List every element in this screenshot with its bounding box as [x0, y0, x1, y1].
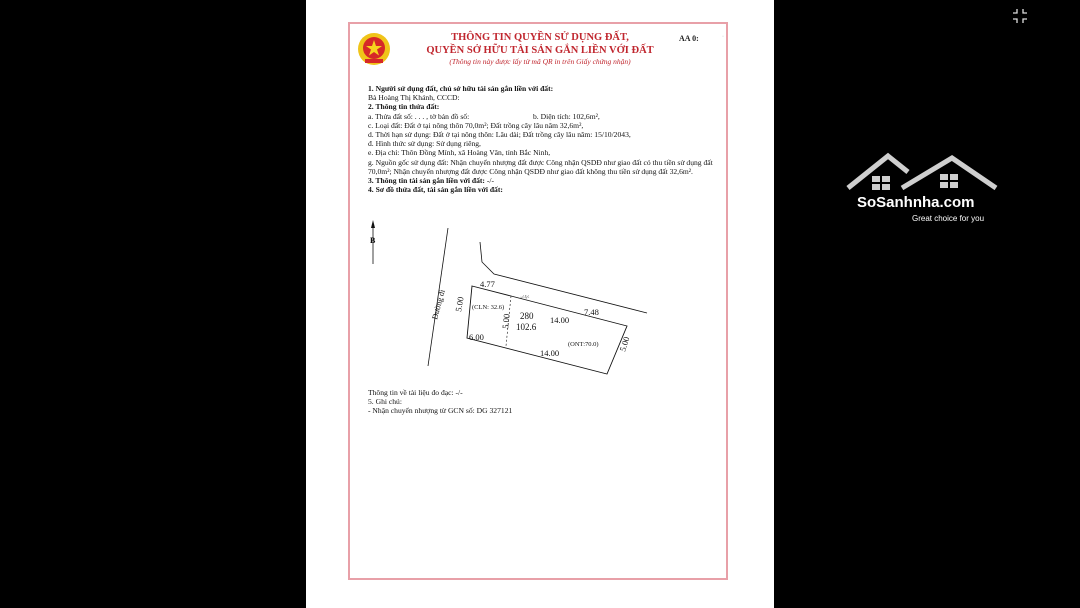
section-3-heading [368, 176, 728, 185]
title-line-1: THÔNG TIN QUYỀN SỬ DỤNG ĐẤT, [451, 32, 629, 43]
title-note: (Thông tin này được lấy từ mã QR in trên Giấy chứng nhận) [449, 57, 631, 66]
section-5-note: - Nhận chuyển nhượng từ GCN số: DG 327121 [368, 406, 513, 416]
ont-label: (ONT:70.0) [568, 341, 599, 348]
neighbor-mark: ·∕·¹∕· [520, 295, 530, 301]
section-5-heading: 5. Ghi chú: [368, 397, 402, 407]
dim-mid: 5.00 [500, 313, 512, 330]
serial-number: AA 0: [679, 34, 699, 43]
road-label: Đường đi [430, 288, 447, 321]
document-footer [368, 388, 728, 416]
dim-left: 5.00 [453, 295, 466, 313]
parcel-no: 280 [520, 311, 534, 321]
section-3-value: -/- [486, 176, 495, 186]
north-label: B [370, 236, 376, 245]
north-arrowhead [371, 220, 375, 228]
owner-line: Bà Hoàng Thị Khánh, CCCD: [368, 93, 460, 103]
dim-inner: 14.00 [550, 315, 570, 325]
usage-form: đ. Hình thức sử dụng: Sử dụng riêng, [368, 139, 481, 149]
serial-tail: · [722, 34, 724, 40]
survey-info: Thông tin về tài liệu đo đạc: -/- [368, 388, 463, 397]
land-type: c. Loại đất: Đất ở tại nông thôn 70,0m²; Đất trồng cây lâu năm 32,6m², [368, 120, 584, 130]
parcel-area: b. Diện tích: 102,6m², [533, 111, 600, 121]
dim-top-right: 7.48 [584, 307, 599, 317]
fullscreen-exit-icon[interactable] [1012, 8, 1028, 24]
road-edge-right [480, 242, 647, 313]
watermark-tagline: Great choice for you [912, 214, 985, 223]
address: e. Địa chỉ: Thôn Đồng Mính, xã Hoàng Vân, tỉnh Bắc Ninh, [368, 148, 551, 158]
parcel-diagram [362, 216, 662, 381]
parcel-number: a. Thửa đất số: . . . , tờ bản đồ số: [368, 111, 470, 121]
parcel-area-label: 102.6 [516, 322, 537, 332]
usage-term: d. Thời hạn sử dụng: Đất ở tại nông thôn: Lâu dài; Đất trồng cây lâu năm: 15/10/2043, [368, 130, 631, 139]
dim-bottom-left: 6.00 [469, 332, 484, 342]
section-1-heading: 1. Người sử dụng đất, chủ sở hữu tài sản gắn liền với đất: [368, 84, 554, 93]
section-3-label: 3. Thông tin tài sản gắn liền với đất: [368, 176, 485, 186]
document-body [368, 84, 728, 194]
dim-top-left: 4.77 [480, 279, 495, 289]
cln-label: (CLN: 32.6) [472, 304, 505, 311]
dim-right: 5.00 [617, 335, 632, 353]
watermark-brand: SoSanhnha.com [857, 194, 975, 211]
parcel-line [368, 112, 728, 121]
national-emblem-icon [357, 32, 391, 66]
section-2-heading: 2. Thông tin thửa đất: [368, 102, 440, 112]
section-4-heading: 4. Sơ đồ thửa đất, tài sản gắn liền với đất: [368, 185, 503, 195]
dim-bottom-right: 14.00 [540, 348, 560, 358]
land-origin: g. Nguồn gốc sử dụng đất: Nhận chuyển nhượng đất được Công nhận QSDĐ như giao đất có thu tiền sử dụng đất 70,0m²; Nhận chuyển nhượng đất được Công nhận QSDĐ như giao đất không thu tiền sử dụng đất 32,6m². [368, 157, 713, 176]
parcel-outline [467, 286, 627, 374]
document-title [400, 32, 680, 67]
title-line-2: QUYỀN SỞ HỮU TÀI SẢN GẮN LIỀN VỚI ĐẤT [426, 44, 654, 56]
